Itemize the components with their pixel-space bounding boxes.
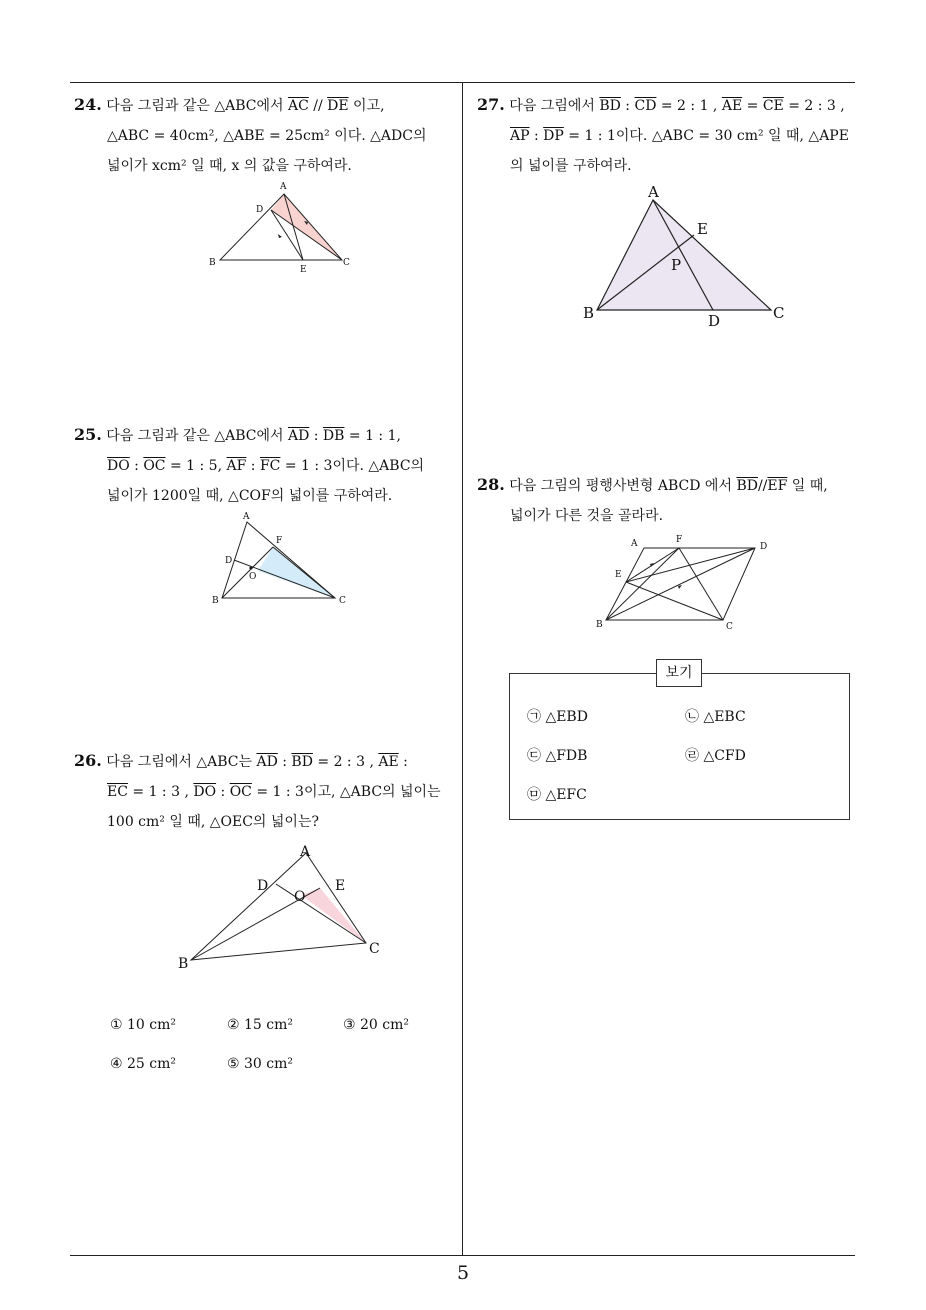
- p28-figure: [590, 530, 780, 635]
- p26-label-E: E: [335, 878, 346, 894]
- p26-number: 26.: [74, 751, 102, 770]
- p25-line3: 넓이가 1200일 때, △COF의 넓이를 구하여라.: [107, 488, 393, 504]
- p27-line3: 의 넓이를 구하여라.: [510, 158, 632, 174]
- p28-number: 28.: [477, 475, 505, 494]
- p26-line2: $\overline{EC} = 1$ : 3 , $\overline{DO}$ : $\overline{OC} = 1$ : 3이고, △ABC의 넓이는: [107, 784, 441, 800]
- p26-shaded-region: [301, 888, 366, 943]
- p26-choice-1[interactable]: ① 10 cm²: [110, 1017, 176, 1033]
- p25-figure: [205, 508, 355, 608]
- p27-label-P: P: [671, 256, 682, 274]
- p27-label-D: D: [708, 312, 721, 330]
- p28-label-F: F: [676, 535, 683, 545]
- p27-label-A: A: [648, 183, 659, 201]
- p25-shaded-region: [258, 547, 335, 598]
- p24-label-E: E: [300, 265, 307, 275]
- p25-label-F: F: [276, 536, 283, 546]
- p28-line1: 28. 다음 그림의 평행사변형 ABCD 에서 $\overline{BD}//\overline{EF}$ 일 때,: [477, 475, 828, 494]
- problem-24: [74, 90, 427, 181]
- p27-figure: [578, 180, 790, 332]
- p26-label-B: B: [178, 956, 189, 972]
- p24-figure: [200, 178, 370, 278]
- bogi-item-4[interactable]: ㉣ △CFD: [685, 748, 746, 764]
- p24-label-A: A: [280, 182, 287, 192]
- column-divider: [462, 82, 463, 1255]
- bogi-item-2[interactable]: ㉡ △EBC: [685, 709, 746, 725]
- p26-label-D: D: [257, 878, 269, 894]
- bogi-title: 보기: [656, 659, 702, 687]
- p24-line3: 넓이가 xcm² 일 때, x 의 값을 구하여라.: [107, 158, 352, 174]
- p26-label-A: A: [300, 844, 311, 860]
- problem-27: [477, 90, 849, 181]
- p26-line3: 100 cm² 일 때, △OEC의 넓이는?: [107, 814, 319, 830]
- p26-label-O: O: [294, 889, 306, 905]
- problem-25: [74, 420, 424, 511]
- p25-label-A: A: [243, 512, 250, 522]
- p24-label-B: B: [209, 258, 216, 268]
- p25-label-D: D: [225, 556, 233, 566]
- p28-label-E: E: [615, 570, 622, 580]
- p28-label-D: D: [760, 542, 768, 552]
- p27-line1: 27. 다음 그림에서 $\overline{BD}$ : $\overline{CD} = 2$ : 1 , $\overline{AE} = \overline{CE} = 2$ : 3 ,: [477, 95, 845, 114]
- p24-line1: 24. 다음 그림과 같은 △ABC에서 $\overline{AC} // \overline{DE}$ 이고,: [74, 95, 385, 114]
- p26-choice-2[interactable]: ② 15 cm²: [227, 1017, 293, 1033]
- p26-choice-5[interactable]: ⑤ 30 cm²: [227, 1056, 293, 1072]
- bottom-rule: [70, 1255, 855, 1256]
- problem-26: [74, 746, 441, 837]
- p28-label-B: B: [596, 620, 603, 630]
- p25-label-C: C: [339, 596, 346, 606]
- p27-line2: $\overline{AP}$ : $\overline{DP} = 1$ : 1이다. △ABC = 30 cm² 일 때, △APE: [510, 128, 849, 144]
- p25-number: 25.: [74, 425, 102, 444]
- p27-triangle: [597, 200, 771, 310]
- p27-label-B: B: [583, 304, 595, 322]
- bogi-item-3[interactable]: ㉢ △FDB: [527, 748, 588, 764]
- p27-number: 27.: [477, 95, 505, 114]
- p24-number: 24.: [74, 95, 102, 114]
- p27-label-E: E: [697, 220, 708, 238]
- p27-label-C: C: [773, 304, 785, 322]
- p24-line2: △ABC = 40cm², △ABE = 25cm² 이다. △ADC의: [107, 128, 427, 144]
- p26-label-C: C: [369, 941, 380, 957]
- p26-choice-3[interactable]: ③ 20 cm²: [343, 1017, 409, 1033]
- p26-figure: [170, 838, 390, 973]
- p28-label-C: C: [726, 622, 733, 632]
- p28-label-A: A: [631, 539, 638, 549]
- problem-28: [477, 470, 828, 531]
- page-number: 5: [456, 1262, 470, 1284]
- bogi-item-5[interactable]: ㉤ △EFC: [527, 787, 587, 803]
- p25-line1: 25. 다음 그림과 같은 △ABC에서 $\overline{AD}$ : $\overline{DB} = 1$ : 1,: [74, 425, 401, 444]
- p28-line2: 넓이가 다른 것을 골라라.: [510, 508, 664, 524]
- p25-label-B: B: [212, 596, 219, 606]
- p25-label-O: O: [249, 572, 257, 582]
- p25-line2: $\overline{DO}$ : $\overline{OC} = 1$ : 5, $\overline{AF}$ : $\overline{FC} = 1$ : 3이다. △ABC의: [107, 458, 425, 474]
- p26-line1: 26. 다음 그림에서 △ABC는 $\overline{AD}$ : $\overline{BD} = 2$ : 3 , $\overline{AE}$ :: [74, 751, 408, 770]
- bogi-item-1[interactable]: ㉠ △EBD: [527, 709, 588, 725]
- p26-choice-4[interactable]: ④ 25 cm²: [110, 1056, 176, 1072]
- p24-label-C: C: [343, 258, 350, 268]
- p24-label-D: D: [256, 205, 264, 215]
